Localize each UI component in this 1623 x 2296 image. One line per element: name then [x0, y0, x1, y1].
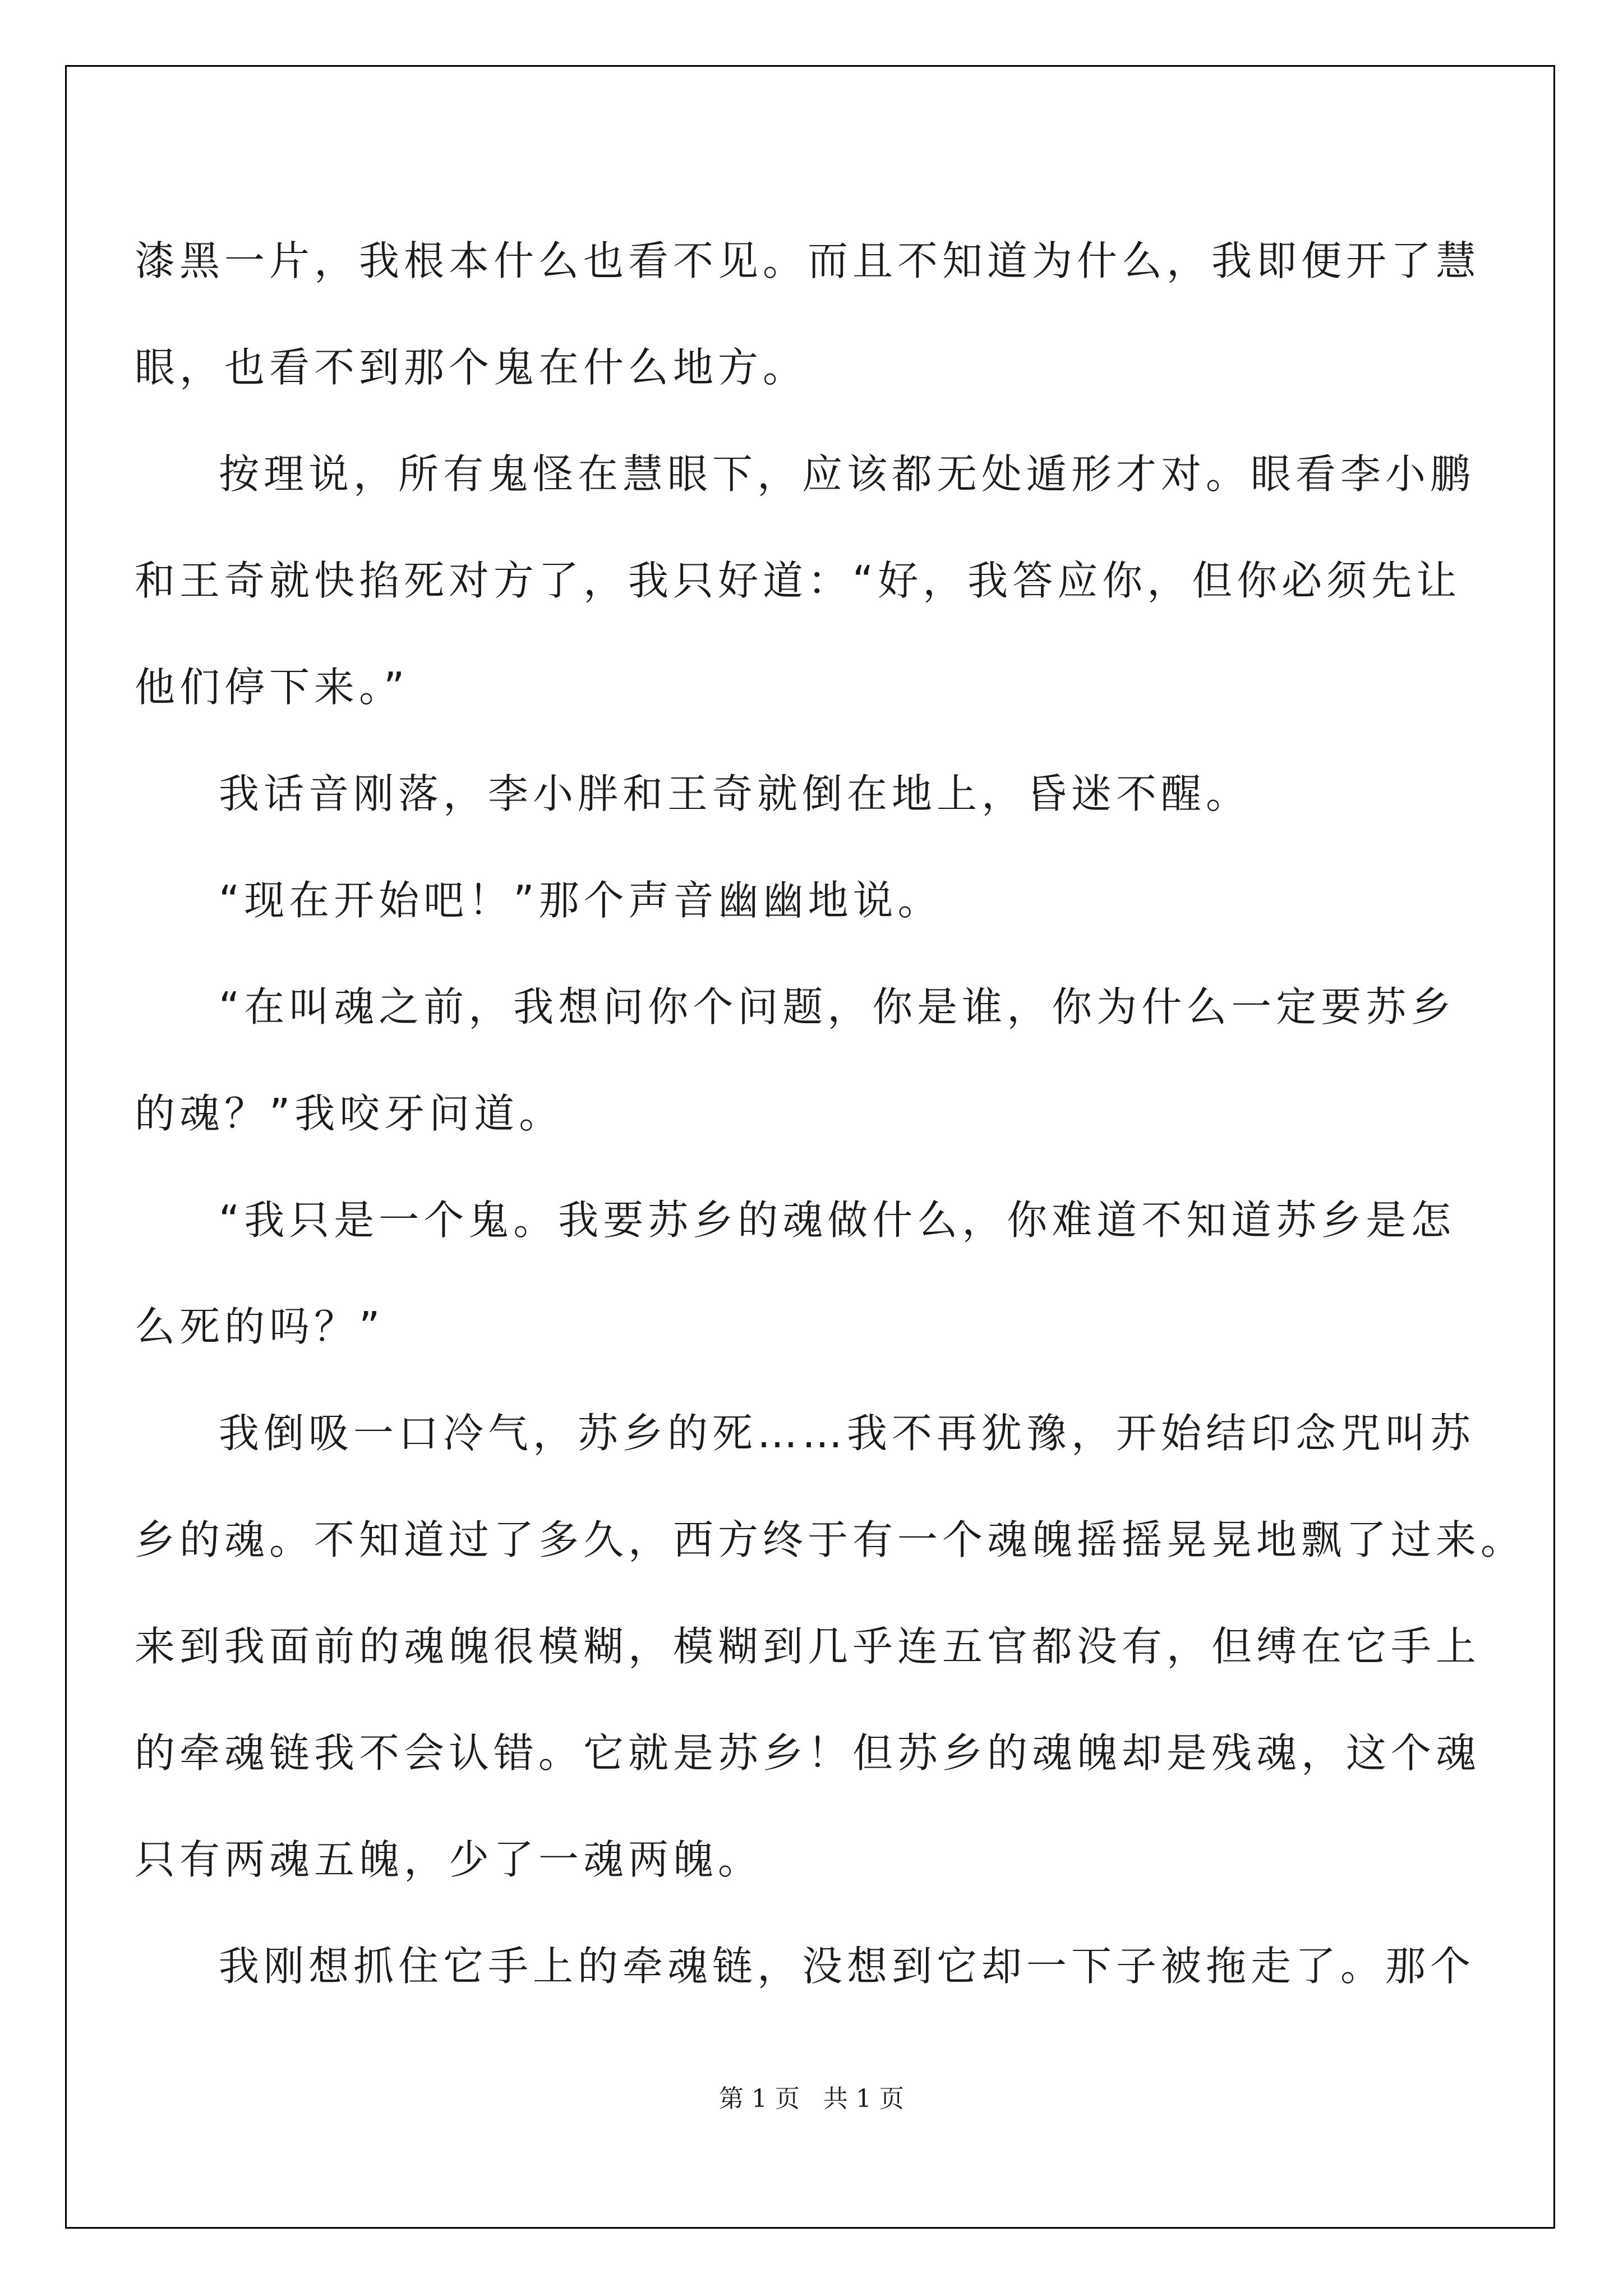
- page-footer: 第 1 页 共 1 页: [719, 2085, 904, 2113]
- text-line: “现在开始吧！”那个声音幽幽地说。: [219, 877, 943, 924]
- text-line: 的魂？”我咬牙问道。: [135, 1090, 564, 1137]
- text-line: 乡的魂。不知道过了多久，西方终于有一个魂魄摇摇晃晃地飘了过来。: [135, 1516, 1526, 1563]
- text-line: “我只是一个鬼。我要苏乡的魂做什么，你难道不知道苏乡是怎: [219, 1197, 1456, 1244]
- text-line: 漆黑一片，我根本什么也看不见。而且不知道为什么，我即便开了慧: [135, 237, 1481, 284]
- text-line: 的牵魂链我不会认错。它就是苏乡！但苏乡的魂魄却是残魂，这个魂: [135, 1729, 1481, 1777]
- text-line: 我刚想抓住它手上的牵魂链，没想到它却一下子被拖走了。那个: [219, 1943, 1476, 1990]
- text-line: 按理说，所有鬼怪在慧眼下，应该都无处遁形才对。眼看李小鹏: [219, 450, 1476, 498]
- text-line: 他们停下来。”: [135, 664, 409, 711]
- text-line: 眼，也看不到那个鬼在什么地方。: [135, 344, 808, 391]
- text-line: 么死的吗？”: [135, 1303, 385, 1350]
- text-line: 来到我面前的魂魄很模糊，模糊到几乎连五官都没有，但缚在它手上: [135, 1623, 1481, 1670]
- text-line: 和王奇就快掐死对方了，我只好道：“好，我答应你，但你必须先让: [135, 557, 1461, 604]
- text-line: 只有两魂五魄，少了一魂两魄。: [135, 1836, 763, 1883]
- document-body: [135, 208, 1526, 2019]
- text-line: “在叫魂之前，我想问你个问题，你是谁，你为什么一定要苏乡: [219, 983, 1456, 1030]
- text-line: 我倒吸一口冷气，苏乡的死……我不再犹豫，开始结印念咒叫苏: [219, 1410, 1476, 1457]
- text-line: 我话音刚落，李小胖和王奇就倒在地上，昏迷不醒。: [219, 770, 1251, 817]
